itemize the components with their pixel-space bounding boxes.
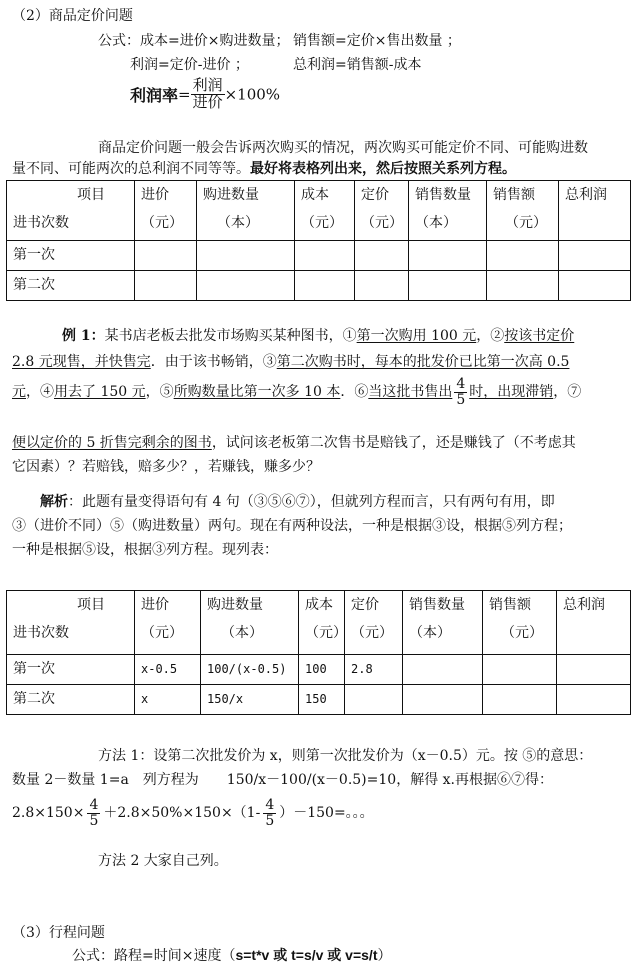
method2-line: 方法 2 大家自己列。 — [98, 853, 228, 869]
formula-profit: 利润=定价-进价 ； — [130, 57, 249, 73]
header-cell-item: 项目 进书次数 — [7, 181, 135, 241]
table-cell — [355, 271, 409, 301]
table-row — [7, 241, 631, 271]
table-cell — [295, 241, 355, 271]
table-cell — [403, 685, 483, 715]
header-cell-unit-price: 进价 （元） — [135, 591, 201, 655]
table-row — [7, 685, 631, 715]
table-cell — [559, 241, 631, 271]
header-cell-sold: 销售数量 （本） — [403, 591, 483, 655]
table-cell — [197, 241, 295, 271]
header-cell-cost: 成本 （元） — [295, 181, 355, 241]
table-cell — [409, 271, 487, 301]
example-underline: 第二次购书时，每本的批发价已比第一次高 0.5 — [276, 354, 570, 370]
profit-rate-fraction — [191, 78, 225, 111]
example-underline: 便以定价的 5 折售完剩余的图书 — [12, 435, 212, 451]
fraction-numerator: 利润 — [192, 76, 223, 94]
formula-cost: 公式：成本=进价×购进数量； — [98, 33, 290, 49]
table-cell: x — [135, 685, 201, 715]
table-cell — [355, 241, 409, 271]
header-cell-cost: 成本 （元） — [299, 591, 345, 655]
example-text: ，⑦ — [553, 384, 582, 401]
expression-text: 2.8×150× — [12, 805, 85, 822]
table-cell — [483, 655, 557, 685]
table-header-row — [7, 591, 631, 655]
fraction-denominator: 5 — [265, 812, 275, 829]
example-text: ．由于该书畅销，③ — [150, 354, 277, 370]
example-underline: 元 — [12, 384, 26, 401]
fraction-four-fifths — [454, 377, 467, 407]
table-cell — [559, 271, 631, 301]
table-cell: 100 — [299, 655, 345, 685]
fraction-denominator: 5 — [456, 391, 466, 408]
example-text: ，试问该老板第二次售书是赔钱了，还是赚钱了（不考虑其 — [211, 435, 576, 451]
profit-rate-eq: = — [178, 85, 191, 104]
table-cell: 第一次 — [7, 655, 135, 685]
method1-line-1: 方法 1：设第二次批发价为 x，则第一次批发价为（x－0.5）元。按 ⑤的意思： — [98, 748, 593, 764]
pricing-table-filled — [6, 590, 631, 715]
analysis-line-3: 一种是根据⑤设，根据③列方程。现列表： — [12, 542, 278, 558]
analysis-text: ：此题有量变得语句有 4 句（③⑤⑥⑦），但就列方程而言，只有两句有用，即 — [68, 494, 555, 510]
example-underline: 时，出现滞销 — [469, 384, 554, 401]
formula-text: ） — [377, 948, 392, 964]
example-line-3 — [12, 377, 581, 407]
table-header-row — [7, 181, 631, 241]
example-underline: 所购数量比第一次多 10 本 — [173, 384, 341, 401]
formula-distance — [72, 945, 392, 965]
formula-sales: 销售额=定价×售出数量 ； — [293, 33, 461, 49]
table-cell — [487, 241, 559, 271]
profit-rate-tail: ×100% — [224, 85, 281, 104]
header-cell-sales: 销售额 （元） — [487, 181, 559, 241]
formula-total-profit: 总利润=销售额-成本 — [293, 57, 422, 73]
table-cell: 第一次 — [7, 241, 135, 271]
table-cell — [135, 271, 197, 301]
table-cell — [197, 271, 295, 301]
table-cell: 第二次 — [7, 685, 135, 715]
table-cell: 2.8 — [345, 655, 403, 685]
method1-line-2: 数量 2－数量 1=a 列方程为 150/x－100/(x－0.5)=10，解得 x.再根据⑥⑦得： — [12, 772, 553, 788]
table-cell: x-0.5 — [135, 655, 201, 685]
example-line-1 — [62, 325, 574, 345]
header-cell-sales: 销售额 （元） — [483, 591, 557, 655]
example-text: 某书店老板去批发市场购买某种图书，① — [104, 328, 357, 344]
profit-rate-formula — [130, 78, 280, 111]
table-cell — [135, 241, 197, 271]
example-underline: 用去了 150 元 — [54, 384, 146, 401]
section-heading-travel: （3）行程问题 — [12, 925, 105, 941]
analysis-label: 解析 — [40, 494, 68, 510]
fraction-numerator: 4 — [456, 376, 466, 392]
fraction-denominator: 5 — [89, 812, 99, 829]
header-cell-unit-price: 进价 （元） — [135, 181, 197, 241]
table-cell — [483, 685, 557, 715]
section-heading-pricing: （2）商品定价问题 — [12, 8, 133, 24]
intro-line-2-bold: 最好将表格列出来，然后按照关系列方程。 — [250, 161, 516, 177]
header-cell-quantity: 购进数量 （本） — [197, 181, 295, 241]
formula-bold: s=t*v 或 t=s/v 或 v=s/t — [235, 947, 378, 963]
method1-expression — [12, 798, 374, 828]
header-cell-sold: 销售数量 （本） — [409, 181, 487, 241]
fraction-denominator: 进价 — [192, 92, 223, 111]
example-underline: 2.8 元现售，并快售完 — [12, 354, 151, 370]
table-row — [7, 271, 631, 301]
example-underline: 当这批书售出 — [368, 384, 453, 401]
table-cell — [557, 685, 631, 715]
expression-text: ）－150=。。。 — [279, 805, 374, 822]
analysis-line-1 — [40, 491, 555, 511]
table-cell: 100/(x-0.5) — [201, 655, 299, 685]
header-cell-price: 定价 （元） — [345, 591, 403, 655]
table-cell: 150 — [299, 685, 345, 715]
fraction-four-fifths — [263, 798, 276, 828]
table-cell — [487, 271, 559, 301]
table-cell: 第二次 — [7, 271, 135, 301]
table-cell: 150/x — [201, 685, 299, 715]
fraction-numerator: 4 — [89, 797, 99, 813]
fraction-numerator: 4 — [265, 797, 275, 813]
header-cell-item: 项目 进书次数 — [7, 591, 135, 655]
intro-line-2 — [12, 158, 516, 178]
table-cell — [295, 271, 355, 301]
expression-text: ＋2.8×50%×150×（1- — [103, 805, 261, 822]
header-cell-total-profit: 总利润 — [557, 591, 631, 655]
example-underline: 第一次购用 100 元 — [356, 328, 477, 344]
table-cell — [345, 685, 403, 715]
example-text: ，⑤ — [145, 384, 174, 401]
pricing-table-blank — [6, 180, 631, 301]
example-line-4 — [12, 432, 576, 452]
table-cell — [409, 241, 487, 271]
formula-text: 公式：路程=时间×速度（ — [72, 948, 236, 964]
example-line-5: 它因素）？若赔钱，赔多少？，若赚钱，赚多少？ — [12, 459, 320, 475]
example-line-2 — [12, 351, 569, 371]
table-cell — [557, 655, 631, 685]
fraction-four-fifths — [87, 798, 100, 828]
header-cell-price: 定价 （元） — [355, 181, 409, 241]
example-text: ，④ — [26, 384, 54, 401]
header-cell-total-profit: 总利润 — [559, 181, 631, 241]
profit-rate-label: 利润率 — [130, 85, 179, 105]
example-text: ，② — [476, 328, 505, 344]
intro-line-2-normal: 量不同、可能两次的总利润不同等等。 — [12, 161, 250, 177]
example-underline: 按该书定价 — [504, 328, 575, 344]
analysis-line-2: ③（进价不同）⑤（购进数量）两句。现在有两种设法，一种是根据③设，根据⑤列方程； — [12, 518, 572, 534]
header-cell-quantity: 购进数量 （本） — [201, 591, 299, 655]
example-label: 例 1： — [62, 328, 105, 344]
table-cell — [403, 655, 483, 685]
intro-line-1: 商品定价问题一般会告诉两次购买的情况，两次购买可能定价不同、可能购进数 — [98, 140, 588, 156]
table-row — [7, 655, 631, 685]
example-text: ．⑥ — [340, 384, 369, 401]
